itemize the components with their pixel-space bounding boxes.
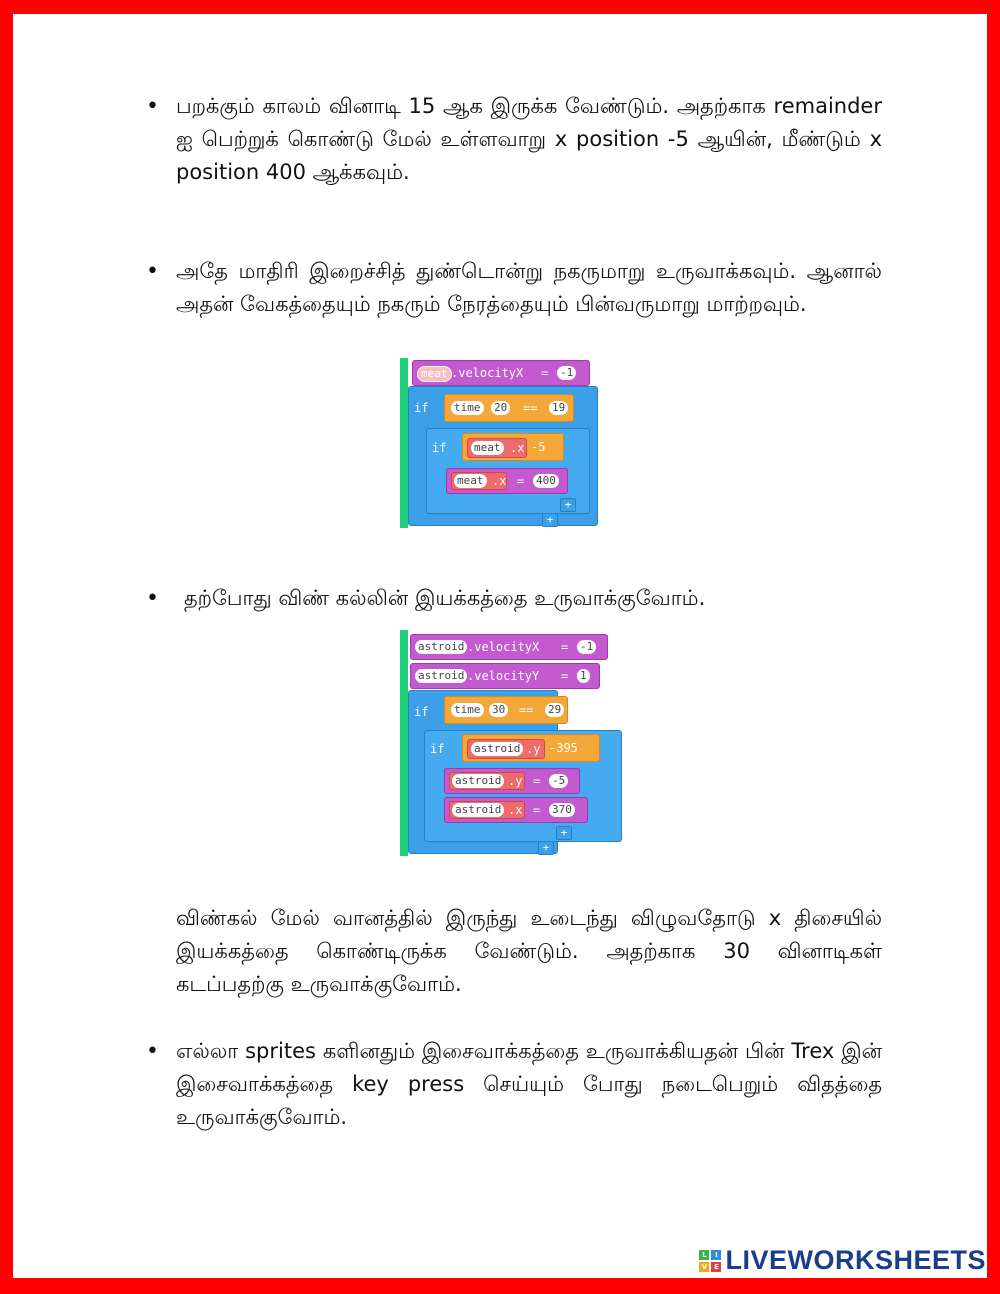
vx-prop: .velocityX: [467, 640, 540, 654]
paragraph-3: தற்போது விண் கல்லின் இயக்கத்தை உருவாக்குவோம்.: [184, 586, 706, 610]
logo-grid-i: I: [711, 1250, 721, 1260]
var-chip: meat: [417, 366, 452, 382]
mod-value-2: 30: [489, 703, 508, 717]
assign-var: meat: [454, 474, 487, 488]
lt-value: -5: [531, 440, 546, 454]
x-assign-value: 370: [549, 803, 575, 817]
vy-var: astroid: [415, 669, 467, 683]
x-assign-var: astroid: [452, 803, 504, 817]
y-assign-target: [449, 772, 525, 790]
inner-var-2: astroid: [471, 742, 523, 756]
plus-outer-2[interactable]: +: [538, 841, 554, 855]
vy-eq: =: [561, 669, 569, 683]
y-assign-eq: =: [533, 774, 541, 788]
if-keyword-2: if: [414, 705, 429, 719]
code-gutter-2: [400, 630, 408, 856]
x-assign-statement: [444, 797, 588, 823]
assign-statement: [446, 468, 568, 494]
astroid-y-block: [467, 739, 545, 759]
cmp-eq: ==: [523, 401, 538, 415]
bullet-3: •: [146, 586, 159, 611]
logo-grid-icon: [699, 1250, 721, 1272]
cmp-value: 19: [549, 401, 568, 415]
mod-value: 20: [491, 401, 510, 415]
eq-sign: =: [541, 366, 549, 380]
assign-target: [451, 472, 507, 490]
logo-grid-l: L: [699, 1250, 709, 1260]
assign-eq: =: [517, 474, 525, 488]
logo-grid-e: E: [711, 1262, 721, 1272]
vy-prop: .velocityY: [467, 669, 540, 683]
x-assign-prop: .x: [508, 803, 523, 817]
bullet-5: •: [146, 1039, 159, 1064]
y-assign-prop: .y: [508, 774, 523, 788]
logo-grid-v: V: [699, 1262, 709, 1272]
liveworksheets-logo[interactable]: [699, 1245, 986, 1276]
code-block-meat: [400, 358, 602, 530]
paragraph-1: பறக்கும் காலம் வினாடி 15 ஆக இருக்க வேண்டும். அதற்காக remainder ஐ பெற்றுக் கொண்டு மேல் உள்ளவாறு x position -5 ஆயின், மீண்டும் x position 400 ஆக்கவும்.: [176, 94, 882, 184]
time-var-2: time: [451, 703, 484, 717]
paragraph-2: அதே மாதிரி இறைச்சித் துண்டொன்று நகருமாறு உருவாக்கவும். ஆனால் அதன் வேகத்தையும் நகரும் நேரத்தையும் பின்வருமாறு மாற்றவும்.: [176, 259, 882, 316]
vx-statement: [410, 634, 608, 660]
inner-condition: [462, 433, 564, 461]
inner-y-prop: .y: [526, 742, 541, 756]
paragraph-4: விண்கல் மேல் வானத்தில் இருந்து உடைந்து விழுவதோடு x திசையில் இயக்கத்தை கொண்டிருக்க வேண்டும். அதற்காக 30 வினாடிகள் கடப்பதற்கு உருவாக்குவோம்.: [176, 906, 882, 996]
inner-condition-2: [462, 734, 600, 762]
code-block-astroid: [400, 630, 624, 856]
plus-inner-2[interactable]: +: [556, 826, 572, 840]
y-assign-statement: [444, 768, 580, 794]
cmp-eq-2: ==: [519, 703, 534, 717]
plus-outer[interactable]: +: [542, 513, 558, 527]
x-assign-target: [449, 801, 525, 819]
vx-val: -1: [577, 640, 596, 654]
inner-x-prop: .x: [510, 441, 525, 455]
velocity-statement: [412, 360, 590, 386]
condition-block: [444, 394, 574, 422]
velocity-prop: .velocityX: [451, 366, 524, 380]
velocity-value: -1: [557, 366, 576, 380]
logo-text: LIVEWORKSHEETS: [725, 1245, 986, 1275]
lt-value-2: -395: [549, 741, 578, 755]
bullet-1: •: [146, 94, 159, 119]
code-gutter: [400, 358, 408, 528]
bullet-2: •: [146, 259, 159, 284]
meat-x-block: [467, 438, 527, 458]
inner-if-keyword: if: [432, 441, 447, 455]
y-assign-var: astroid: [452, 774, 504, 788]
condition-block-2: [444, 696, 568, 724]
assign-x-prop: .x: [492, 474, 507, 488]
cmp-value-2: 29: [545, 703, 564, 717]
inner-if-keyword-2: if: [430, 742, 445, 756]
paragraph-5: எல்லா sprites களினதும் இசைவாக்கத்தை உருவாக்கியதன் பின் Trex இன் இசைவாக்கத்தை key press செய்யும் போது நடைபெறும் விதத்தை உருவாக்குவோம்.: [176, 1039, 882, 1129]
vy-statement: [410, 663, 600, 689]
if-keyword: if: [414, 401, 429, 415]
inner-var: meat: [471, 441, 504, 455]
plus-inner[interactable]: +: [560, 498, 576, 512]
x-assign-eq: =: [533, 803, 541, 817]
vy-val: 1: [577, 669, 590, 683]
assign-value: 400: [533, 474, 559, 488]
vx-eq: =: [561, 640, 569, 654]
time-var: time: [451, 401, 484, 415]
vx-var: astroid: [415, 640, 467, 654]
y-assign-value: -5: [549, 774, 568, 788]
